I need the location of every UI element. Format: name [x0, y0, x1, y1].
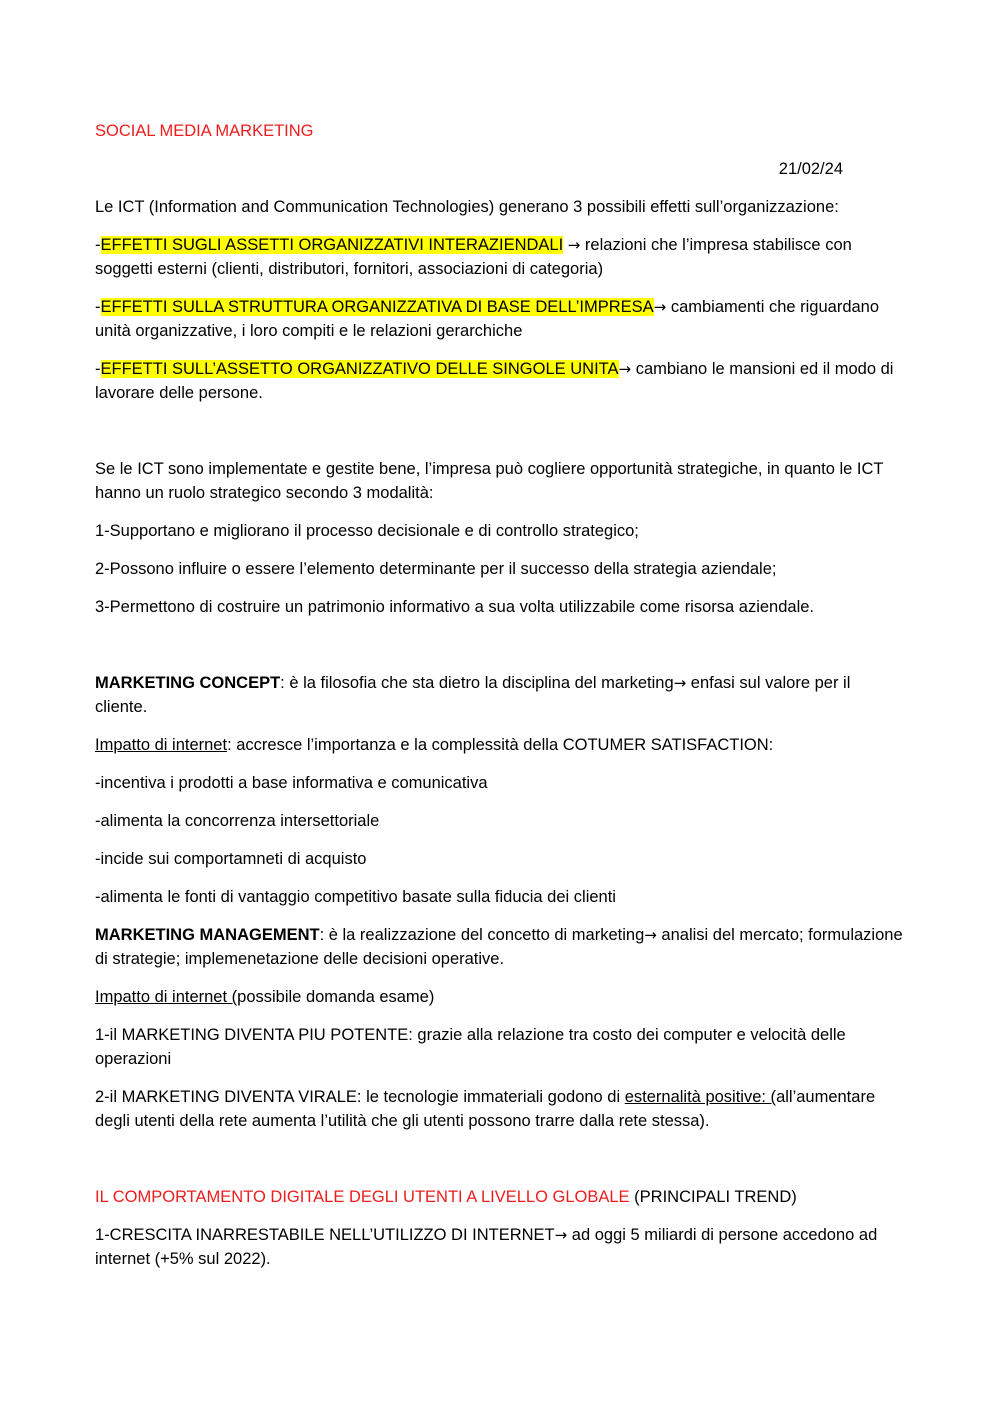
marketing-concept-text: : è la filosofia che sta dietro la disciplina del marketing [280, 674, 674, 692]
impact-internet-text: : accresce l’importanza e la complessità della COTUMER SATISFACTION: [227, 736, 774, 754]
effect-item [95, 357, 905, 405]
impact-point: -alimenta le fonti di vantaggio competitivo basate sulla fiducia dei clienti [95, 888, 616, 906]
impact-internet-paragraph [95, 733, 905, 757]
marketing-management-paragraph [95, 923, 905, 971]
impact-exam-point-underlined: esternalità positive: ( [624, 1088, 777, 1106]
marketing-concept-paragraph [95, 671, 905, 719]
marketing-concept-term: MARKETING CONCEPT [95, 674, 281, 692]
effect-highlight: EFFETTI SUGLI ASSETTI ORGANIZZATIVI INTERAZIENDALI [100, 236, 564, 254]
marketing-management-after: analisi del mercato; formulazione di strategie; implemenetazione delle decisioni operative. [95, 926, 903, 968]
marketing-concept-after: enfasi sul valore per il cliente. [95, 674, 851, 716]
trend-point [95, 1223, 905, 1271]
effect-item [95, 295, 905, 343]
effect-highlight: EFFETTI SULLA STRUTTURA ORGANIZZATIVA DI BASE DELL’IMPRESA [100, 298, 654, 316]
arrow-icon: → [644, 926, 657, 944]
ict-point: 2-Possono influire o essere l’elemento determinante per il successo della strategia aziendale; [95, 560, 777, 578]
section-suffix: (PRINCIPALI TREND) [629, 1188, 797, 1206]
impact-point: -alimenta la concorrenza intersettoriale [95, 812, 380, 830]
trend-after: ad oggi 5 miliardi di persone accedono ad internet (+5% sul 2022). [95, 1226, 878, 1268]
marketing-management-text: : è la realizzazione del concetto di marketing [319, 926, 645, 944]
impact-internet-text: possibile domanda esame) [237, 988, 435, 1006]
impact-internet-exam-paragraph [95, 985, 905, 1009]
effect-item [95, 233, 905, 281]
ict-point: 1-Supportano e migliorano il processo decisionale e di controllo strategico; [95, 522, 639, 540]
marketing-management-term: MARKETING MANAGEMENT [95, 926, 320, 944]
ict-intro-paragraph: Le ICT (Information and Communication Technologies) generano 3 possibili effetti sull’organizzazione: [95, 198, 839, 216]
section-title: IL COMPORTAMENTO DIGITALE DEGLI UTENTI A LIVELLO GLOBALE [95, 1188, 630, 1206]
arrow-icon: → [567, 236, 581, 254]
arrow-icon: → [673, 674, 687, 692]
impact-exam-point-before: 2-il MARKETING DIVENTA VIRALE: le tecnologie immateriali godono di [95, 1088, 625, 1106]
trend-text: 1-CRESCITA INARRESTABILE NELL’UTILIZZO DI INTERNET [95, 1226, 555, 1244]
ict-strategy-paragraph: Se le ICT sono implementate e gestite bene, l’impresa può cogliere opportunità strategiche, in quanto le ICT hanno un ruolo strategico secondo 3 modalità: [95, 460, 884, 502]
arrow-icon: → [554, 1226, 568, 1244]
impact-exam-point [95, 1085, 905, 1133]
document-date: 21/02/24 [778, 160, 843, 178]
effect-dash: - [95, 298, 101, 316]
effect-text: cambiano le mansioni ed il modo di lavorare delle persone. [95, 360, 894, 402]
document-body [95, 119, 905, 1271]
impact-point: -incide sui comportamneti di acquisto [95, 850, 367, 868]
impact-internet-label: Impatto di internet ( [95, 988, 238, 1006]
effect-text: relazioni che l’impresa stabilisce con soggetti esterni (clienti, distributori, fornitori, associazioni di categoria) [95, 236, 852, 278]
impact-exam-point: 1-il MARKETING DIVENTA PIU POTENTE: grazie alla relazione tra costo dei computer e velocità delle operazioni [95, 1026, 846, 1068]
document-title: SOCIAL MEDIA MARKETING [95, 122, 314, 140]
effect-highlight: EFFETTI SULL’ASSETTO ORGANIZZATIVO DELLE SINGOLE UNITA [100, 360, 619, 378]
effect-text: cambiamenti che riguardano unità organizzative, i loro compiti e le relazioni gerarchiche [95, 298, 880, 340]
effect-dash: - [95, 360, 101, 378]
impact-internet-label: Impatto di internet [95, 736, 228, 754]
impact-point: -incentiva i prodotti a base informativa e comunicativa [95, 774, 488, 792]
impact-exam-point-after: all’aumentare degli utenti della rete aumenta l’utilità che gli utenti possono trarre dalla rete stessa). [95, 1088, 876, 1130]
arrow-icon: → [653, 298, 667, 316]
effect-dash: - [95, 236, 101, 254]
arrow-icon: → [618, 360, 632, 378]
ict-point: 3-Permettono di costruire un patrimonio informativo a sua volta utilizzabile come risorsa aziendale. [95, 598, 815, 616]
section-heading [95, 1185, 905, 1209]
